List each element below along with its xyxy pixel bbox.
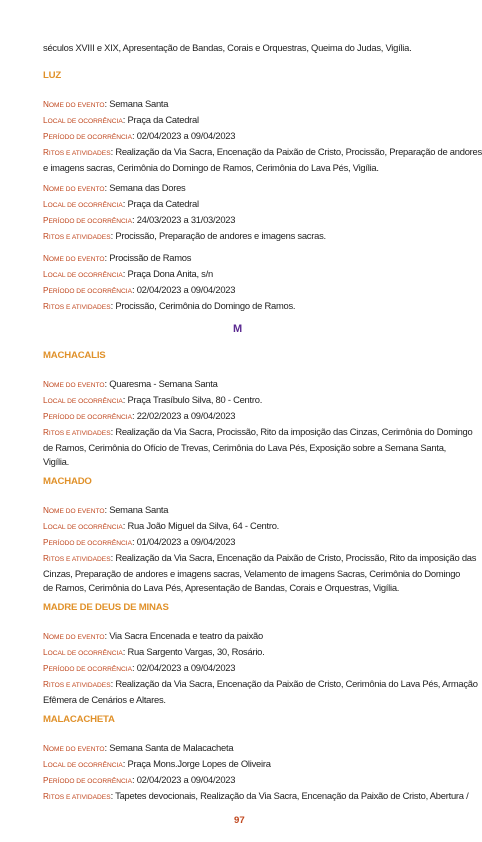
event-machado-1: NOME DO EVENTO: Semana Santa LOCAL DE OCORRÊNCIA: Rua João Miguel da Silva, 64 - Centro. PERÍODO DE OCORRÊNCIA: 01/04/2023 a 09/04/2023 RITOS E ATIVIDADES: Realização da Via Sacra, Encenação da Paixão de Cristo, Procissão, Rito da imposição das Cinzas, Preparação de andores e imagens sacras, Velamento de imagens Sacras, Cerimônia do Domingo de Ramos, Cerimônia do Lava Pés, Apresentação de Bandas, Corais e Orquestras, Vigília. — [43, 504, 477, 593]
city-heading: MALACACHETA — [43, 714, 115, 725]
event-rites: Realização da Via Sacra, Procissão, Rito da imposição das Cinzas, Cerimônia do Domingo — [115, 426, 473, 437]
label-ritos: RITOS E ATIVIDADES — [43, 680, 111, 689]
event-rites: Realização da Via Sacra, Encenação da Paixão de Cristo, Procissão, Preparação de andores — [115, 146, 482, 157]
event-period: 22/02/2023 a 09/04/2023 — [136, 410, 236, 421]
label-nome: NOME DO EVENTO — [43, 506, 105, 515]
event-period: 24/03/2023 a 31/03/2023 — [136, 214, 236, 225]
event-period: 02/04/2023 a 09/04/2023 — [136, 662, 236, 673]
event-rites-cont: Efêmera de Cenários e Altares. — [43, 694, 166, 705]
event-period: 01/04/2023 a 09/04/2023 — [136, 536, 236, 547]
label-local: LOCAL DE OCORRÊNCIA — [43, 522, 123, 531]
label-periodo: PERÍODO DE OCORRÊNCIA — [43, 776, 132, 785]
label-ritos: RITOS E ATIVIDADES — [43, 232, 111, 241]
event-location: Praça Mons.Jorge Lopes de Oliveira — [127, 758, 271, 769]
label-nome: NOME DO EVENTO — [43, 184, 105, 193]
section-luz — [43, 69, 441, 83]
event-malacacheta-1: NOME DO EVENTO: Semana Santa de Malacacheta LOCAL DE OCORRÊNCIA: Praça Mons.Jorge Lopes de Oliveira PERÍODO DE OCORRÊNCIA: 02/04/2023 a 09/04/2023 RITOS E ATIVIDADES: Tapetes devocionais, Realização da Via Sacra, Encenação da Paixão de Cristo, Abertura / — [43, 742, 469, 801]
event-luz-1: NOME DO EVENTO: Semana Santa LOCAL DE OCORRÊNCIA: Praça da Catedral PERÍODO DE OCORRÊNCIA: 02/04/2023 a 09/04/2023 RITOS E ATIVIDADES: Realização da Via Sacra, Encenação da Paixão de Cristo, Procissão, Preparação de andores e imagens sacras, Cerimônia do Domingo de Ramos, Cerimônia do Lava Pés, Vigília. — [43, 98, 482, 173]
label-nome: NOME DO EVENTO — [43, 744, 105, 753]
event-period: 02/04/2023 a 09/04/2023 — [136, 130, 236, 141]
section-madre-de-deus — [43, 601, 441, 615]
event-location: Praça Trasíbulo Silva, 80 - Centro. — [127, 394, 263, 405]
page-number: 97 — [234, 815, 245, 826]
label-local: LOCAL DE OCORRÊNCIA — [43, 396, 123, 405]
section-letter: M — [233, 323, 243, 335]
event-location: Rua João Miguel da Silva, 64 - Centro. — [127, 520, 280, 531]
event-name: Semana Santa de Malacacheta — [109, 742, 234, 753]
event-name: Quaresma - Semana Santa — [109, 378, 218, 389]
label-local: LOCAL DE OCORRÊNCIA — [43, 200, 123, 209]
label-ritos: RITOS E ATIVIDADES — [43, 428, 111, 437]
label-periodo: PERÍODO DE OCORRÊNCIA — [43, 538, 132, 547]
event-rites-cont: de Ramos, Cerimônia do Ofício de Trevas, Cerimônia do Lava Pés, Exposição sobre a Semana Santa, — [43, 442, 447, 453]
event-luz-2: NOME DO EVENTO: Semana das Dores LOCAL DE OCORRÊNCIA: Praça da Catedral PERÍODO DE OCORRÊNCIA: 24/03/2023 a 31/03/2023 RITOS E ATIVIDADES: Procissão, Preparação de andores e imagens sacras. — [43, 182, 326, 241]
event-location: Praça Dona Anita, s/n — [127, 268, 213, 279]
label-periodo: PERÍODO DE OCORRÊNCIA — [43, 412, 132, 421]
event-name: Via Sacra Encenada e teatro da paixão — [109, 630, 263, 641]
label-local: LOCAL DE OCORRÊNCIA — [43, 270, 123, 279]
label-nome: NOME DO EVENTO — [43, 380, 105, 389]
label-nome: NOME DO EVENTO — [43, 100, 105, 109]
label-ritos: RITOS E ATIVIDADES — [43, 792, 111, 801]
city-heading: LUZ — [43, 70, 62, 81]
event-name: Semana das Dores — [109, 182, 186, 193]
event-luz-3: NOME DO EVENTO: Procissão de Ramos LOCAL DE OCORRÊNCIA: Praça Dona Anita, s/n PERÍODO DE OCORRÊNCIA: 02/04/2023 a 09/04/2023 RITOS E ATIVIDADES: Procissão, Cerimônia do Domingo de Ramos. — [43, 252, 296, 311]
event-name: Semana Santa — [109, 504, 169, 515]
event-rites-cont: Vigília. — [43, 456, 69, 467]
section-machado — [43, 475, 441, 489]
event-rites-cont: de Ramos, Cerimônia do Lava Pés, Apresentação de Bandas, Corais e Orquestras, Vigília. — [43, 582, 400, 593]
city-heading: MADRE DE DEUS DE MINAS — [43, 602, 169, 613]
event-machacalis-1: NOME DO EVENTO: Quaresma - Semana Santa LOCAL DE OCORRÊNCIA: Praça Trasíbulo Silva, 80 - Centro. PERÍODO DE OCORRÊNCIA: 22/02/2023 a 09/04/2023 RITOS E ATIVIDADES: Realização da Via Sacra, Procissão, Rito da imposição das Cinzas, Cerimônia do Domingo de Ramos, Cerimônia do Ofício de Trevas, Cerimônia do Lava Pés, Exposição sobre a Semana Santa, Vigília. — [43, 378, 473, 467]
label-nome: NOME DO EVENTO — [43, 632, 105, 641]
event-location: Rua Sargento Vargas, 30, Rosário. — [127, 646, 265, 657]
section-malacacheta — [43, 713, 441, 727]
label-local: LOCAL DE OCORRÊNCIA — [43, 648, 123, 657]
event-period: 02/04/2023 a 09/04/2023 — [136, 774, 236, 785]
event-name: Semana Santa — [109, 98, 169, 109]
event-rites: Procissão, Cerimônia do Domingo de Ramos. — [115, 300, 296, 311]
event-rites: Realização da Via Sacra, Encenação da Paixão de Cristo, Cerimônia do Lava Pés, Armação — [115, 678, 478, 689]
label-periodo: PERÍODO DE OCORRÊNCIA — [43, 664, 132, 673]
event-period: 02/04/2023 a 09/04/2023 — [136, 284, 236, 295]
city-heading: MACHACALIS — [43, 350, 106, 361]
label-local: LOCAL DE OCORRÊNCIA — [43, 116, 123, 125]
event-rites: Procissão, Preparação de andores e imagens sacras. — [115, 230, 326, 241]
event-name: Procissão de Ramos — [109, 252, 192, 263]
label-ritos: RITOS E ATIVIDADES — [43, 148, 111, 157]
label-periodo: PERÍODO DE OCORRÊNCIA — [43, 132, 132, 141]
city-heading: MACHADO — [43, 476, 92, 487]
label-periodo: PERÍODO DE OCORRÊNCIA — [43, 216, 132, 225]
event-location: Praça da Catedral — [127, 198, 199, 209]
label-ritos: RITOS E ATIVIDADES — [43, 302, 111, 311]
event-madre-1: NOME DO EVENTO: Via Sacra Encenada e teatro da paixão LOCAL DE OCORRÊNCIA: Rua Sargento Vargas, 30, Rosário. PERÍODO DE OCORRÊNCIA: 02/04/2023 a 09/04/2023 RITOS E ATIVIDADES: Realização da Via Sacra, Encenação da Paixão de Cristo, Cerimônia do Lava Pés, Armação Efêmera de Cenários e Altares. — [43, 630, 478, 705]
event-rites: Realização da Via Sacra, Encenação da Paixão de Cristo, Procissão, Rito da imposição das — [115, 552, 477, 563]
label-nome: NOME DO EVENTO — [43, 254, 105, 263]
event-rites: Tapetes devocionais, Realização da Via Sacra, Encenação da Paixão de Cristo, Abertura / — [115, 790, 469, 801]
event-rites-cont: Cinzas, Preparação de andores e imagens sacras, Velamento de imagens Sacras, Cerimônia do Domingo — [43, 568, 461, 579]
label-local: LOCAL DE OCORRÊNCIA — [43, 760, 123, 769]
label-ritos: RITOS E ATIVIDADES — [43, 554, 111, 563]
event-rites-cont: e imagens sacras, Cerimônia do Domingo de Ramos, Cerimônia do Lava Pés, Vigília. — [43, 162, 379, 173]
intro-text: séculos XVIII e XIX, Apresentação de Bandas, Corais e Orquestras, Queima do Judas, Vigília. — [43, 42, 412, 53]
section-machacalis — [43, 349, 441, 363]
event-location: Praça da Catedral — [127, 114, 199, 125]
label-periodo: PERÍODO DE OCORRÊNCIA — [43, 286, 132, 295]
